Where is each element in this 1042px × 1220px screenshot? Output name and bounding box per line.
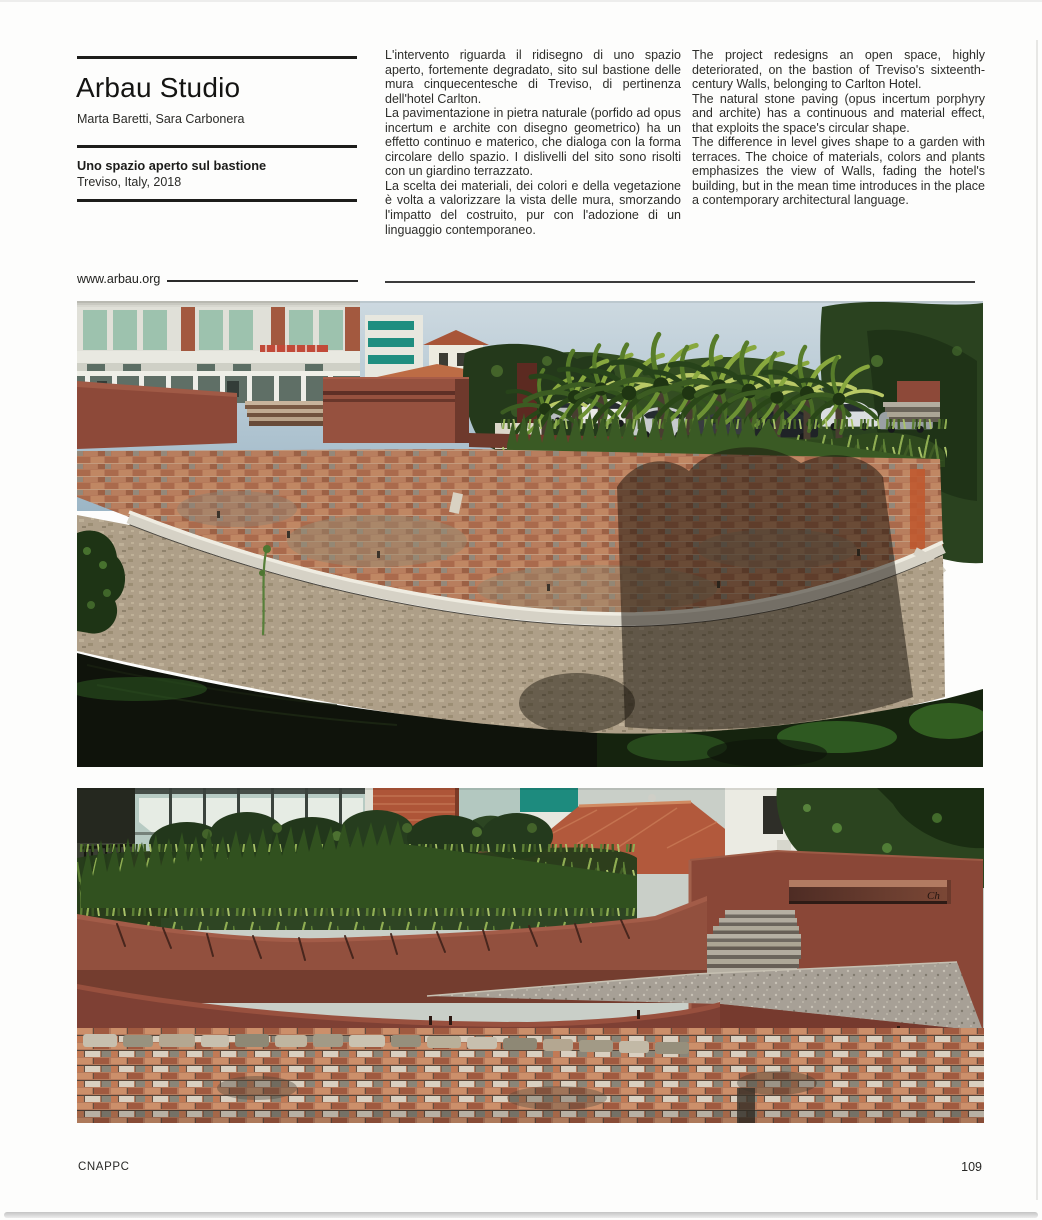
header-long-rule (385, 281, 975, 283)
page-number: 109 (961, 1160, 982, 1174)
footer-publisher: CNAPPC (78, 1161, 130, 1173)
photo-bastion-overview (77, 301, 983, 767)
project-title: Uno spazio aperto sul bastione (77, 158, 267, 173)
sign-logo-mark: Ch (927, 890, 940, 902)
description-english (692, 48, 985, 208)
paragraph: L'intervento riguarda il ridisegno di uno spazio aperto, fortemente degradato, sito sul bastione delle mura cinquecentesche di Treviso, di pertinenza dell'hotel Carlton. (385, 48, 681, 106)
old-brick-wall (77, 1028, 984, 1123)
paragraph: The natural stone paving (opus incertum porphyry and archite) has a continuous and material effect, that exploits the space's circular shape. (692, 91, 985, 135)
divider-mid (77, 145, 357, 148)
studio-authors: Marta Baretti, Sara Carbonera (77, 112, 245, 126)
project-location: Treviso, Italy, 2018 (77, 175, 182, 189)
scan-edge-bottom (4, 1212, 1038, 1218)
paragraph: The difference in level gives shape to a garden with terraces. The choice of materials, colors and plants emphasizes the view of Walls, fading the hotel's building, but in the mean time introduces in the place a contemporary architectural language. (692, 135, 985, 208)
website-url: www.arbau.org (77, 272, 161, 286)
wall-sign-slot (789, 880, 951, 904)
website-rule (167, 280, 358, 282)
scan-edge-right (1036, 40, 1038, 1200)
paragraph: La pavimentazione in pietra naturale (porfido ad opus incertum e archite con disegno geometrico) ha un effetto continuo e materico, che dialoga con la forma circolare dello spazio. I dislivelli del sito sono risolti con un giardino terrazzato. (385, 106, 681, 179)
terrace-steps-left (245, 401, 323, 426)
divider-top (77, 56, 357, 59)
paragraph: La scelta dei materiali, dei colori e della vegetazione è volta a valorizzare la vista delle mura, smorzando l'impatto del costruito, pur con l'adozione di un linguaggio contemporaneo. (385, 178, 681, 237)
paragraph: The project redesigns an open space, highly deteriorated, on the bastion of Treviso's sixteenth-century Walls, belonging to Carlton Hotel. (692, 48, 985, 92)
studio-name: Arbau Studio (76, 72, 241, 103)
description-italian (385, 48, 681, 237)
scan-edge-top (0, 0, 1042, 2)
divider-bottom (77, 199, 357, 202)
photo-terraced-garden (77, 788, 984, 1123)
website-row (77, 272, 358, 286)
